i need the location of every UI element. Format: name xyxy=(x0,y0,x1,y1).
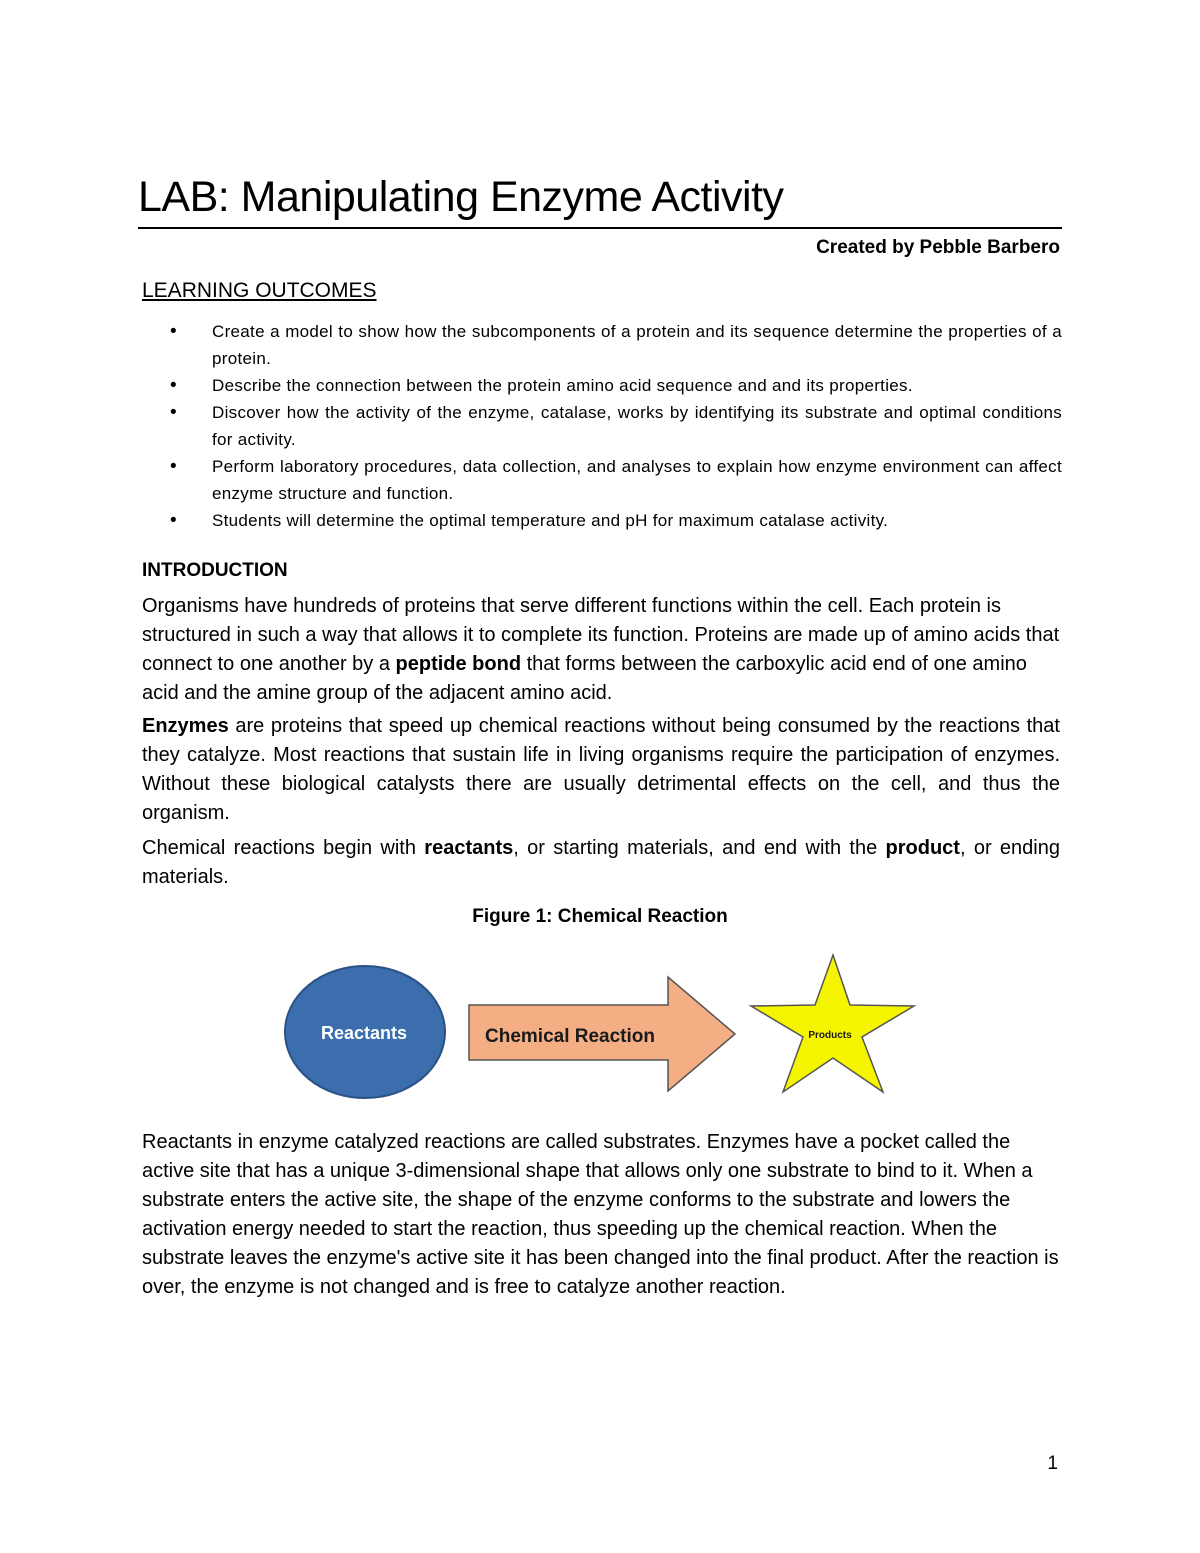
learning-outcome-item: • Describe the connection between the protein amino acid sequence and and its properties. xyxy=(168,372,1062,399)
learning-outcomes-heading: LEARNING OUTCOMES xyxy=(142,279,377,302)
reaction-label: Chemical Reaction xyxy=(485,1026,655,1047)
title-underline-rule xyxy=(138,227,1062,229)
learning-outcome-item: • Students will determine the optimal temperature and pH for maximum catalase activity. xyxy=(168,507,1062,534)
p3-text-after: , or ending materials. xyxy=(142,837,1060,888)
learning-outcome-item: • Perform laboratory procedures, data collection, and analyses to explain how enzyme environment can affect enzyme structure and function. xyxy=(168,453,1062,507)
learning-outcomes-list xyxy=(168,318,1062,534)
product-term: product xyxy=(885,837,960,859)
intro-paragraph-substrates: Reactants in enzyme catalyzed reactions are called substrates. Enzymes have a pocket called the active site that has a unique 3-dimensional shape that allows only one substrate to bind to it. When a substrate enters the active site, the shape of the enzyme conforms to the substrate and lowers the activation energy needed to start the reaction, thus speeding up the chemical reaction. When the substrate leaves the enzyme's active site it has been changed into the final product. After the reaction is over, the enzyme is not changed and is free to catalyze another reaction. xyxy=(142,1131,1059,1298)
intro-paragraph-proteins xyxy=(142,592,1060,708)
p1-text-before: Organisms have hundreds of proteins that serve different functions within the cell. Each protein is structured in such a way that allows it to complete its function. Proteins are made up of amino acids that connect to one another by a xyxy=(142,595,1060,675)
products-star xyxy=(751,955,914,1092)
page-number: 1 xyxy=(1047,1453,1058,1474)
reactants-label: Reactants xyxy=(320,1023,408,1043)
learning-outcome-item: • Discover how the activity of the enzyme, catalase, works by identifying its substrate and optimal conditions for activity. xyxy=(168,399,1062,453)
p2-text-after: are proteins that speed up chemical reactions without being consumed by the reactions that they catalyze. Most reactions that sustain life in living organisms require the participation of enzymes. Without these biological catalysts there are usually detrimental effects on the cell, and thus the organism. xyxy=(142,715,1060,824)
intro-paragraph-enzymes xyxy=(142,712,1060,828)
author-credit: Created by Pebble Barbero xyxy=(816,237,1060,258)
p1-text-after: that forms between the carboxylic acid end of one amino acid and the amine group of the adjacent amino acid. xyxy=(142,653,1027,704)
introduction-heading: INTRODUCTION xyxy=(142,560,288,581)
document-title: LAB: Manipulating Enzyme Activity xyxy=(138,173,784,221)
figure-caption: Figure 1: Chemical Reaction xyxy=(472,906,728,927)
chemical-reaction-diagram xyxy=(280,950,920,1100)
reactants-term: reactants xyxy=(424,837,514,859)
peptide-bond-term: peptide bond xyxy=(395,653,522,675)
enzymes-term: Enzymes xyxy=(142,715,229,737)
intro-paragraph-reactions xyxy=(142,834,1060,892)
p3-text-mid: , or starting materials, and end with the xyxy=(513,837,886,859)
products-label: Products xyxy=(808,1030,852,1041)
learning-outcome-item: • Create a model to show how the subcomponents of a protein and its sequence determine the properties of a protein. xyxy=(168,318,1062,372)
chemical-reaction-figure xyxy=(280,950,920,1100)
p3-text-before: Chemical reactions begin with xyxy=(142,837,425,859)
